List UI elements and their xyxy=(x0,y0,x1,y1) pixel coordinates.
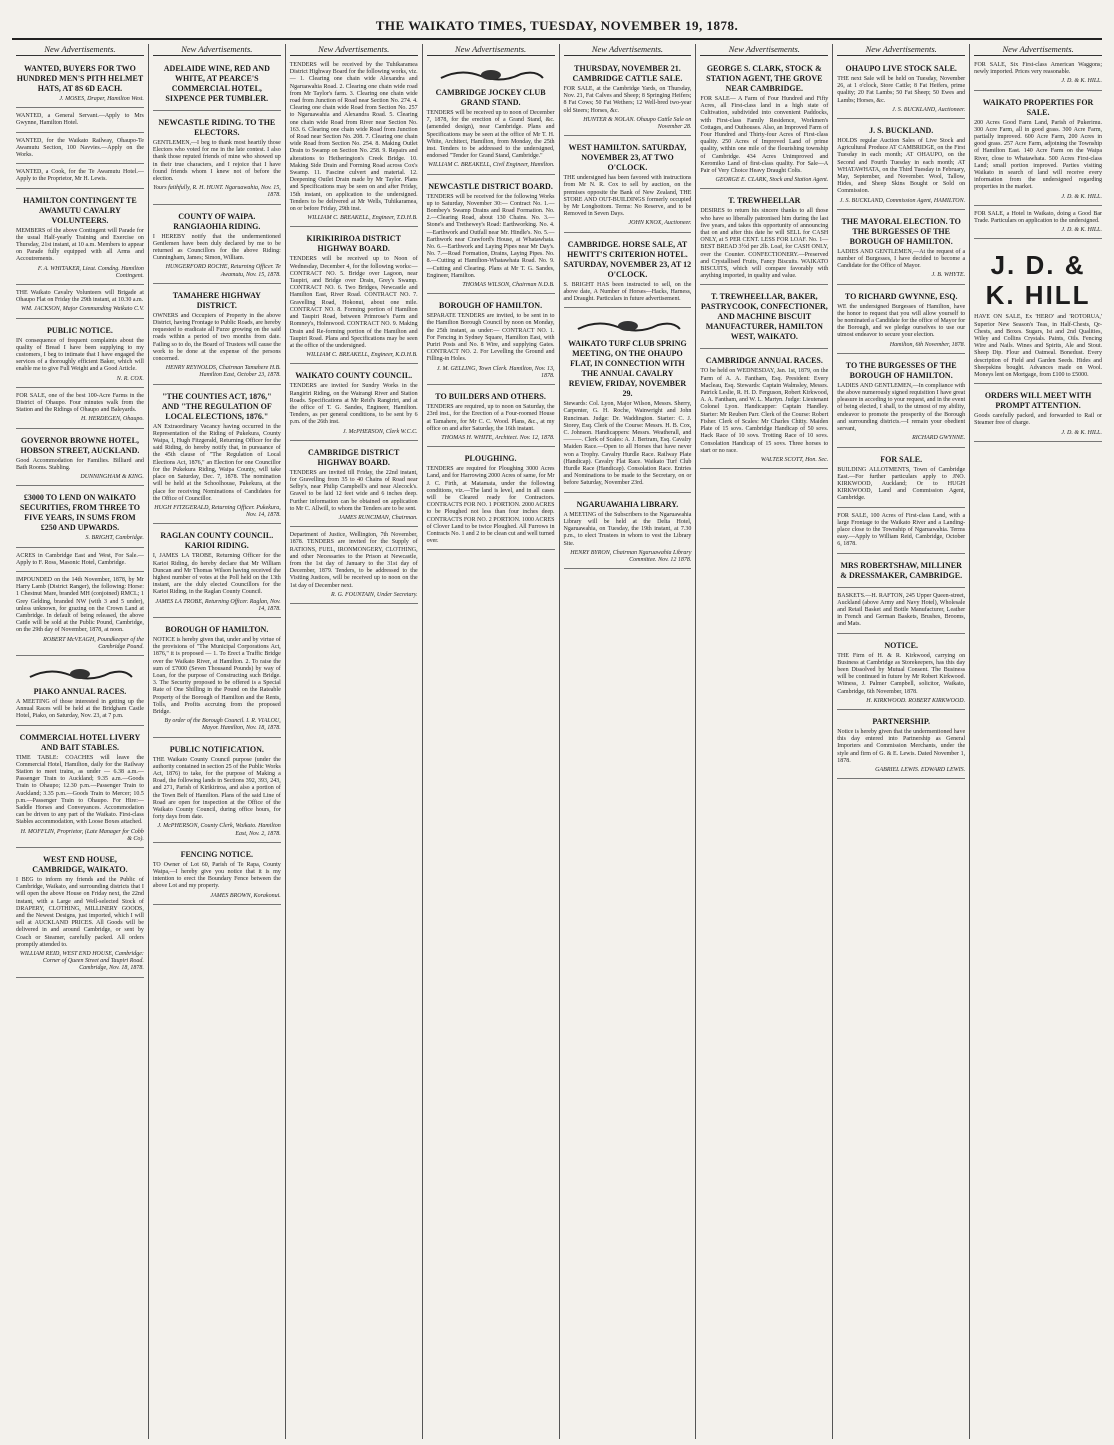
advertisement xyxy=(16,551,144,572)
ad-title: TO THE BURGESSES OF THE BOROUGH OF HAMILTON. xyxy=(845,360,957,380)
horse-illustration-icon xyxy=(564,315,692,337)
column-heading: New Advertisements. xyxy=(16,44,144,56)
ad-signature: ROBERT McVEAGH, Poundkeeper of the Cambridge Pound. xyxy=(43,636,144,650)
ad-title: PLOUGHING. xyxy=(464,454,517,464)
ad-text: HAVE ON SALE, Ex 'HERO' and 'ROTORUA,' Superior New Season's Teas, in Half-Chests, Qr-Chests, and Boxes. Sugars, Ist and 2nd Qualities, Wiley and Collins Crystals. Paints, Oils. Fencing Wire and Nails. Wines and Spirits, Ale and Stout. Sheep Dip. Flour and Oatmeal. Bonedust. Every description of Field and Garden Seeds. Hides and Sheepskins bought. Advances made on Wool. Moneys lent on Mortgage, from £100 to £5000. xyxy=(974,314,1102,379)
ad-text: FOR SALE— A Farm of Four Hundred and Fifty Acres, all First-class land in a high state of Cultivation, subdivided into convenient Paddocks, with First-class Family Residence, Workmen's Cottages, and Outhouses. Also, an Improved Farm of Four Hundred and Thirty-four Acres of First-class quality. 250 Acres of Improved Land of prime quality, within one mile of the flourishing township of Cambridge. 434 Acres Unimproved and Keromiko Land of first-class quality. For Sale—A Pair of Very Choice Heavy Draught Colts. xyxy=(700,96,829,175)
ad-title: ADELAIDE WINE, RED AND WHITE, AT PEARCE'S COMMERCIAL HOTEL, SIXPENCE PER TUMBLER. xyxy=(163,64,270,103)
advertisement xyxy=(153,741,281,843)
column-heading: New Advertisements. xyxy=(564,44,692,56)
ad-signature: R. G. FOUNTAIN, Under Secretary. xyxy=(330,591,418,598)
ad-title: THURSDAY, NOVEMBER 21. CAMBRIDGE CATTLE SALE. xyxy=(572,64,683,83)
ad-title: T. TREWHEELLAR xyxy=(728,196,801,206)
ad-signature: By order of the Borough Council. I. R. VIALOU, Mayor. Hamilton, Nov. 18, 1878. xyxy=(164,718,281,732)
ad-signature: S. BRIGHT, Cambridge. xyxy=(85,535,144,542)
advertisement xyxy=(16,391,144,429)
ad-signature: J. M. GELLING, Town Clerk. Hamilton, Nov. 13, 1878. xyxy=(436,365,555,379)
advertisement xyxy=(153,388,281,525)
ad-title: PUBLIC NOTIFICATION. xyxy=(169,744,264,754)
ad-title: WEST END HOUSE, CAMBRIDGE, WAIKATO. xyxy=(32,854,128,874)
advertisement xyxy=(16,432,144,487)
ad-title: PUBLIC NOTICE. xyxy=(47,325,113,335)
advertisement xyxy=(290,230,418,364)
ad-title: FOR SALE. xyxy=(880,454,923,464)
ad-signature: J. MOSES, Draper, Hamilton West. xyxy=(59,96,144,102)
ad-title: WAIKATO PROPERTIES FOR SALE. xyxy=(982,97,1094,117)
ad-signature: JAMES BROWN, Korakonui. xyxy=(210,892,281,899)
ad-title: CAMBRIDGE DISTRICT HIGHWAY BOARD. xyxy=(308,447,400,467)
ad-signature: J. McPHERSON, County Clerk, Waikato. Hamilton East, Nov. 2, 1878. xyxy=(157,823,281,837)
ad-text: Good Accommodation for Families. Billiard and Bath Rooms. Stabling. xyxy=(16,457,144,471)
ad-title: NEWCASTLE RIDING. TO THE ELECTORS. xyxy=(158,118,276,137)
advertisement xyxy=(837,511,965,554)
column-1 xyxy=(12,44,149,1439)
advertisement xyxy=(153,208,281,284)
advertisement xyxy=(16,60,144,108)
ad-text: TENDERS will be received for the following Works up to Saturday, November 30:— Contract No. 1.—Bombey's Swamp Drains and Road Formation. No. 2.—Clearing Road, about 130 Chains. No. 3.—Stone's and Trethewey's Road: Earthworking. No. 4.—Earthwork and Outfall near Mr. Hindle's. No. 5.—Earthwork near Crawford's House, at Whatawhata. No. 6.—Earthwork and Laying Pipes near Mr Day's. No. 7.—Road Formation, Drains, Laying Pipes. No. 8.—Cutting at Hamilton-Whatawhata Road. No. 9.—Cutting and Clearing. Plans at Mr T. G. Sandes, Engineer, Hamilton. xyxy=(426,193,555,279)
advertisement xyxy=(837,288,965,354)
advertisement xyxy=(16,489,144,547)
ad-signature: HUGH FITZGERALD, Returning Officer. Pukekura, Nov. 14, 1878. xyxy=(154,504,281,519)
advertisement xyxy=(16,167,144,188)
ad-text: TENDERS are invited for Sundry Works in the Rangiriri Riding, on the Wairangi River and Station Roads. Specifications at Mr Reid's Rangiriri, and at the office of T. G. Sandes, Engineer, Hamilton. Tenders, as per general conditions, to be sent by 6 p.m. of the 26th inst. xyxy=(289,383,418,426)
advertisement xyxy=(427,450,555,550)
ad-text: 200 Acres Good Farm Land, Parish of Pukerimu. 300 Acre Farm, all in good grass. 300 Acre Farm, partially improved. 600 Acre Farm, 200 Acres in good grass. 257 Acre Farm, adjoining the Township of Hamilton East. 140 Acre Farm on the Waipa River, close to Whatawhata. 500 Acres First-class Land; small portion improved. Parties visiting Waikato in search of land will receive every information from the undersigned regarding properties in the market. xyxy=(974,119,1102,191)
ad-text: BUILDING ALLOTMENTS, Town of Cambridge East.—For further particulars apply to JNO. KIRKWOOD, Auckland; Or to HUGH KIRKWOOD, Land and Commission Agent, Cambridge. xyxy=(837,466,966,502)
ad-signature: HENRY BYRON, Chairman Ngaruawahia Library Committee. Nov. 12 1878. xyxy=(570,549,692,563)
ad-signature: HUNGERFORD ROCHE, Returning Officer. Te Awamutu, Nov. 15, 1878. xyxy=(165,264,281,278)
ad-text: HOLDS regular Auction Sales of Live Stock and Agricultural Produce AT CAMBRIDGE, on the First Tuesday in each month; AT OHAUPO, on the Second and Fourth Tuesday in each month; AT WHATAWHATA, on the Third Tuesday in February, May, September, and November. Wool, Tallow, Hides, and Sheep Skins Bought or Sold on Commission. xyxy=(837,138,966,195)
masthead-title: THE WAIKATO TIMES, TUESDAY, NOVEMBER 19, 1878. xyxy=(375,18,739,33)
advertisement xyxy=(16,729,144,848)
ad-title: WAIKATO TURF CLUB SPRING MEETING, ON THE OHAUPO FLAT, IN CONNECTION WITH THE ANNUAL CAVALRY REVIEW, FRIDAY, NOVEMBER 29. xyxy=(568,339,687,399)
column-heading: New Advertisements. xyxy=(290,44,418,56)
advertisement xyxy=(837,60,965,119)
advertisement xyxy=(427,297,555,385)
ad-signature: GEORGE E. CLARK, Stock and Station Agent. xyxy=(715,177,829,184)
column-heading: New Advertisements. xyxy=(700,44,828,56)
ad-text: THE Waikato County Council purpose (under the authority contained in section 25 of the Public Works Act, 1876) to take, for the purpose of Making a Road, the following lands in Sections 392, 393, 243, and 271, Parish of Kirikiriroa, and also a portion of the Town Belt of Hamilton. Plans of the said Line of Road are open for inspection at the Office of the Waikato County Council, during office hours, for forty days from date. xyxy=(152,756,281,821)
ad-title: COUNTY OF WAIPA. RANGIAOHIA RIDING. xyxy=(173,211,261,231)
advertisement xyxy=(837,451,965,508)
advertisement xyxy=(153,527,281,618)
ad-signature: JAMES RUNCIMAN, Chairman. xyxy=(338,514,418,521)
horse-illustration-icon xyxy=(427,64,555,86)
ad-signature: J. D. & K. HILL. xyxy=(1061,193,1102,200)
ad-signature: WILLIAM C. BREAKELL, Civil Engineer, Hamilton. xyxy=(428,162,555,169)
advertisement xyxy=(153,621,281,738)
ad-signature: HUNTER & NOLAN. Ohaupo Cattle Sale on November 28. xyxy=(583,116,692,131)
ad-title: OHAUPO LIVE STOCK SALE. xyxy=(845,64,957,73)
advertisement xyxy=(153,114,281,205)
ad-title: COMMERCIAL HOTEL LIVERY AND BAIT STABLES. xyxy=(19,732,141,752)
ad-signature: J. D. & K. HILL. xyxy=(1061,429,1102,436)
ad-text: TO Owner of Lot 60, Parish of Te Rapa, County Waipa,—I hereby give you notice that it is my intention to erect the Boundary Fence between the above Lot and my property. xyxy=(152,861,281,890)
ad-title: NEWCASTLE DISTRICT BOARD. xyxy=(428,181,553,191)
ad-text: TENDERS are required, up to noon on Saturday, the 23rd inst., for the Erection of a Four-roomed House at Tamahere, for Mr C. C. Wood. Plans, &c., at my office on and after Saturday, the 16th instant. xyxy=(426,404,555,432)
ad-text: ACRES in Cambridge East and West, For Sale.—Apply to F. Ross, Masonic Hotel, Cambridge. xyxy=(16,552,144,566)
ad-title: GOVERNOR BROWNE HOTEL, HOBSON STREET, AUCKLAND. xyxy=(20,435,140,455)
ad-signature: H. MOFFLIN, Proprietor, (Late Manager for Cobb & Co). xyxy=(20,828,144,842)
ad-signature: H. HERDEGEN, Ohaupo. xyxy=(81,416,144,423)
ad-text: IMPOUNDED on the 14th November, 1878, by Mr Harry Lamb (District Ranger), the following: Horse: 1 Chestnut Mare, branded MH (conjoined) RMCL; 1 Grey Gelding, branded NW (with 3 and 5 under), unless unknown, for grazing on the Crown Land at Cambridge. In default of being released, the above Cattle will be sold at the Public Pound, Cambridge, on the 29th day of November, 1878, at noon. xyxy=(16,576,144,634)
ad-title: TO RICHARD GWYNNE, ESQ. xyxy=(844,291,958,301)
ad-text: IN consequence of frequent complaints about the quality of Bread I have been supplying to my customers, I beg to intimate that I have engaged the services of a thoroughly efficient Baker, which will enable me to give Full Weight and a Good Article. xyxy=(16,337,144,373)
advertisement xyxy=(16,575,144,656)
ad-signature: Yours faithfully, R. H. HUNT. Ngaruawahia, Nov. 15, 1878. xyxy=(153,185,281,199)
advertisement xyxy=(837,591,965,634)
ad-title: HAMILTON CONTINGENT TE AWAMUTU CAVALRY VOLUNTEERS. xyxy=(23,195,137,225)
advertisement xyxy=(564,236,692,309)
ad-text: I BEG to inform my friends and the Public of Cambridge, Waikato, and surrounding districts that I will open the above House on Friday next, the 22nd instant, with a Large and Well-selected Stock of DRAPERY, CLOTHING, MILLINERY GOODS, and the Newest Designs, just imported, which I will sell at AUCKLAND PRICES. All Goods will be delivered in and around Cambridge, or sent by Coach or Steamer, carefully packed. All orders promptly attended to. xyxy=(16,876,144,948)
ad-text: I HEREBY notify that the undermentioned Gentlemen have been duly declared by me to be returned as Councillors for the above Riding: Cunningham, James; Simon, William. xyxy=(152,233,281,262)
advertisement xyxy=(564,496,692,569)
ad-text: A MEETING of the Subscribers to the Ngaruawahia Library will be held at the Delta Hotel, Ngaruawahia, on Tuesday, the 19th instant, at 7.30 p.m., to elect Trustees in whom to vest the Library Site. xyxy=(563,511,692,547)
ad-title: TAMAHERE HIGHWAY DISTRICT. xyxy=(172,290,261,310)
advertisement xyxy=(290,530,418,604)
column-7 xyxy=(833,44,970,1439)
advertisement xyxy=(837,637,965,710)
ad-text: NOTICE is hereby given that, under and by virtue of the provisions of "The Municipal Corporations Act, 1876," it is proposed — 1. To Erect a Traffic Bridge over the Waikato River, at Hamilton. 2. To raise the sum of £7000 (Seven Thousand Pounds) by way of Loan, for the purpose of Constructing such Bridge. 3. The Security proposed to be offered is a Special Rate of One Shilling in the Pound on the Rateable Property of the Borough of Hamilton and the Rents, Tolls, and Profits accruing from the proposed Bridge. xyxy=(152,636,281,715)
advertisement xyxy=(290,60,418,227)
advertisement xyxy=(16,192,144,285)
column-6 xyxy=(696,44,833,1439)
ad-signature: WILLIAM C. BREAKELL, Engineer, T.D.H.B. xyxy=(307,215,418,222)
ad-title: WANTED, BUYERS FOR TWO HUNDRED MEN'S PITH HELMET HATS, AT 8S 6D EACH. xyxy=(16,64,144,93)
ad-title: MRS ROBERTSHAW, MILLINER & DRESSMAKER, CAMBRIDGE. xyxy=(840,560,963,580)
column-3 xyxy=(286,44,423,1439)
ad-text: TENDERS are invited till Friday, the 22nd instant, for Gravelling from 35 to 40 Chains of Road near Selby's, near Philip Campbell's and near Alecock's. Gravel to be laid 12 feet wide and 6 inches deep. Further information can be obtained on application to Mr C. Allwill, to whom the Tenders are to be sent. xyxy=(289,469,418,512)
advertisement xyxy=(700,60,828,189)
ad-signature: HENRY REYNOLDS, Chairman Tamahere H.B. Hamilton East, October 23, 1878. xyxy=(165,365,281,379)
ad-signature: J. S. BUCKLAND, Commission Agent, HAMILTON. xyxy=(839,197,966,204)
ad-text: I, JAMES LA TROBE, Returning Officer for the Karioi Riding, do hereby declare that Mr William Duncan and Mr Thomas Wilson having received the highest number of votes at the Poll held on the 13th instant, are the duly elected Councillors for the Karioi Riding, in the Raglan County Council. xyxy=(152,553,281,596)
ad-signature: J. S. BUCKLAND, Auctioneer. xyxy=(892,106,966,113)
ad-text: GENTLEMEN,—I beg to thank most heartily those Electors who voted for me in the late contest. I also thank those reputed friends of mine who showed up in their true characters, and I rejoice that I have found friends whom I knew not of before the election. xyxy=(152,140,281,183)
ad-text: WANTED, a General Servant.—Apply to Mrs Gwynne, Hamilton Hotel. xyxy=(16,113,144,127)
ad-signature: WALTER SCOTT, Hon. Sec. xyxy=(760,456,829,463)
advertisement xyxy=(16,111,144,132)
ad-signature: WM. JACKSON, Major Commanding Waikato C.V. xyxy=(21,306,144,313)
ad-text: Department of Justice, Wellington, 7th November, 1878. TENDERS are invited for the Supply of RATIONS, FUEL, IRONMONGERY, CLOTHING, and other Necessaries to the Prison at Newcastle, from the 1st day of January to the 31st day of December, 1879. Tenders, to be addressed to the Visiting Justices, will be received up to noon on the 1st day of December next. xyxy=(289,532,418,589)
ad-text: SEPARATE TENDERS are invited, to be sent in to the Hamilton Borough Council by noon on Monday, the 25th instant, as under:— CONTRACT NO. 1. For Fencing in Sydney Square, Hamilton East, with Puriri Posts and No. 8 Wire, and supplying Gates. CONTRACT NO. 2. For Levelling the Ground and Filling-in Holes. xyxy=(426,313,555,363)
horse-illustration-icon xyxy=(16,663,144,685)
ad-title: J. D. & K. HILL xyxy=(985,250,1091,311)
ad-text: TENDERS will be received by the Tuhikaramea District Highway Board for the following works, viz.— 1. Clearing one chain wide Alexandra and Ngaruawahia Road. 2. Clearing one chain wide road from Mr Taylor's farm. 3. Clearing one chain wide road from Junction of Road near Section No. 274. 4. Clearing one chain wide Road from Section No. 257 to Ngaruawahia and Alexandra Road. 5. Clearing one chain wide Road from River near Section No. 163. 6. Clearing one chain wide Road from Junction of Road near Section No. 208. 7. Clearing one chain wide Road from Section No. 254. 8. Making Outlet Drain to Swamp on Section No. 258. 9. Repairs and alterations to Hetherington's Creek Bridge. 10. Making Side Drain and Forming Road across Cox's Swamp. 11. Fascine culvert and material. 12. Deepening Outlet Drain made by Mr Taylor. Plans and Specifications may be seen on and after Friday, 15th instant, on application to the undersigned. Tenders to be delivered at Mr Wells, Tuhikaramea, on or before Friday, 29th inst. xyxy=(289,62,418,213)
ad-signature: THOMAS WILSON, Chairman N.D.B. xyxy=(462,282,555,289)
ad-text: Notice is hereby given that the undermentioned have this day entered into Partnership as General Importers and Commission Merchants, under the style and firm of G. & E. Lewis. Dated November 1, 1878. xyxy=(837,728,966,764)
ad-text: WE the undersigned Burgesses of Hamilton, have the honor to request that you will allow yourself to be nominated a Candidate for the office of Mayor for the Borough, and we pledge ourselves to use our utmost endeavor to secure your election. xyxy=(837,303,966,339)
advertisement xyxy=(564,311,692,492)
ad-signature: F. A. WHITAKER, Lieut. Comdng. Hamilton Contingent. xyxy=(37,265,144,279)
ad-text: THE Waikato Cavalry Volunteers will Brigade at Ohaupo Flat on Friday the 29th instant, at 10.30 a.m. xyxy=(16,290,144,304)
ad-text: A MEETING of those interested in getting up the Annual Races will be held at the Bridgham Castle Hotel, Piako, on Saturday, Nov. 23, at 7 p.m. xyxy=(16,698,144,720)
advertisement xyxy=(290,444,418,527)
advertisement xyxy=(974,94,1102,206)
masthead xyxy=(12,18,1102,40)
advertisement xyxy=(700,352,828,469)
advertisement xyxy=(290,367,418,440)
advertisement xyxy=(974,209,1102,240)
ad-text: TO be held on WEDNESDAY, Jan. 1st, 1879, on the Farm of A. A. Fantham, Esq. President: Every Macleau, Esq. Stewards: Captain Walmsley, Messrs. Patrick Leslie, R. H. D. Ferguson, Robert Kirkwood, A. A. Fantham, and W. L. Martyn. Judge: Lieutenant Colonel Lyon. Handicapper: Captain Handley. Starter: Mr Reuben Parr. Clerk of the Course: Robert Fisher. Clerk of Scales: Mr Charles Chitty. Maiden Plate of 15 sovs. Cambridge Handicap of 50 sovs. Hack Race of 10 sovs. Trotting Race of 10 sovs. Consolation Handicap of 15 sovs. Three horses to start or no race. xyxy=(700,368,829,454)
advertisement xyxy=(837,357,965,448)
ad-text: FOR SALE, a Hotel in Waikato, doing a Good Bar Trade. Particulars on application to the undersigned. xyxy=(974,210,1102,225)
ad-text: MEMBERS of the above Contingent will Parade for the usual Half-yearly Training and Exercise on Thursday, 21st instant, at 10 a.m. Members to appear on Parade fully equipped with all Arms and Accoutrements. xyxy=(16,227,144,263)
advertisement xyxy=(564,139,692,232)
ad-signature: Hamilton, 6th November, 1878. xyxy=(889,341,966,348)
ad-title: ORDERS WILL MEET WITH PROMPT ATTENTION. xyxy=(984,391,1092,411)
advertisement xyxy=(564,60,692,136)
advertisement xyxy=(974,60,1102,91)
ad-title: CAMBRIDGE. HORSE SALE, AT HEWITT'S CRITERION HOTEL. SATURDAY, NOVEMBER 23, AT 12 O'CLOCK. xyxy=(563,239,692,279)
advertisement xyxy=(837,713,965,779)
ad-signature: RICHARD GWYNNE. xyxy=(912,435,966,442)
ad-signature: GABRIEL LEWIS. EDWARD LEWIS. xyxy=(875,766,966,773)
ad-signature: DUNNINGHAM & KING. xyxy=(80,474,144,481)
ad-text: LADIES AND GENTLEMEN,—At the request of a number of Burgesses, I have decided to become a Candidate for the Office of Mayor. xyxy=(837,248,966,270)
columns xyxy=(12,44,1106,1439)
column-heading: New Advertisements. xyxy=(427,44,555,56)
ad-text: LADIES AND GENTLEMEN,—In compliance with the above numerously signed requisition I have great pleasure in acceding to your request, and in the event of being elected, I shall, to the utmost of my ability, endeavor to promote the prosperity of the Borough and surrounding districts.—I remain your obedient servant, xyxy=(837,382,966,433)
column-heading: New Advertisements. xyxy=(837,44,965,56)
ad-text: WANTED, for the Waikato Railway, Ohaupo-Te Awamutu Section, 100 Navvies.—Apply on the Works. xyxy=(16,137,144,159)
ad-text: DESIRES to return his sincere thanks to all those who have so liberally patronised him during the last five years, and takes this opportunity of announcing that on and after this date he will SELL for CASH ONLY, at 5 PER CENT. LESS FOR LOAF. No. 1—BEST BREAD 3½d per 2lb. Loaf, for CASH ONLY, over the Counter. CONFECTIONERY.—Preserved and Crystallised Fruits, Fancy Biscuits. WAIKATO BISCUITS, which will compare favorably with anything imported, in quality and value. xyxy=(700,208,829,280)
ad-text: Stewards: Col. Lyon, Major Wilson, Messrs. Sherry, Carpenter, G. H. Roche, Wainwright and John Runciman. Judge: Dr. Waddington. Starter: C. J. Storey, Esq. Clerk of the Course: Messrs. H. B. Cox, C. Johnson. Handicappers: Messrs. Weatherall, and ———. Clerk of Scales: A. J. Bertram, Esq. Cavalry Maiden Race.—Open to all Horses that have never won a Trophy. Cavalry Hurdle Race. Railway Plate (Handicap). Cavalry Flat Race. Waikato Turf Club Hurdle Race (Handicap). Consolation Race. Entries and Nominations to be made to the Secretary, on or before Saturday, November 23rd. xyxy=(563,401,692,487)
ad-text: TENDERS will be received up to Noon of Wednesday, December 4, for the following works:— CONTRACT NO. 5. Bridge over Lagoon, near Taupiri, and Bridge over Drain, Grey's Swamp. CONTRACT NO. 6. Two Bridges, Newcastle and Hamilton East, River Road. CONTRACT NO. 7. Gravelling Road, Hokonui, about one mile. CONTRACT NO. 8. Forming portion of Hamilton and Taupiri Road, between Primrose's Farm and Romney's, Holmwood. CONTRACT NO. 9. Making Drain and Re-forming portion of the Hamilton and Taupiri Road. Plans and Specifications may be seen at the office of the undersigned. xyxy=(289,256,418,349)
ad-title: TO BUILDERS AND OTHERS. xyxy=(435,392,546,402)
ad-title: "THE COUNTIES ACT, 1876," AND "THE REGULATION OF LOCAL ELECTIONS, 1876." xyxy=(161,391,272,421)
ad-title: PARTNERSHIP. xyxy=(872,716,931,726)
ad-title: FENCING NOTICE. xyxy=(180,849,254,859)
advertisement xyxy=(700,192,828,285)
ad-signature: J. McPHERSON, Clerk W.C.C. xyxy=(342,428,418,435)
ad-title: T. TREWHEELLAR, BAKER, PASTRYCOOK, CONFECTIONER, AND MACHINE BISCUIT MANUFACTURER, HAMILTON WEST, WAIKATO. xyxy=(700,292,828,342)
ad-signature: THOMAS H. WHITE, Architect. Nov. 12, 1878. xyxy=(441,434,555,441)
column-4 xyxy=(423,44,560,1439)
column-5 xyxy=(560,44,697,1439)
advertisement xyxy=(427,60,555,175)
ad-title: PIAKO ANNUAL RACES. xyxy=(33,686,127,696)
advertisement xyxy=(974,242,1102,384)
column-heading: New Advertisements. xyxy=(153,44,281,56)
ad-text: THE undersigned has been favored with instructions from Mr N. R. Cox to sell by auction, on the premises opposite the Bank of New Zealand, THE STORE AND OUT-BUILDINGS formerly occupied by Mr Longbottom. Terms: No Reserve, and to be Removed in Seven Days. xyxy=(563,175,692,218)
ad-text: FOR SALE, 100 Acres of First-class Land, with a large Frontage to the Waikato River and a Landing-place close to the Township of Ngaruawahia. Terms easy.—Apply to William Reid, Cambridge, October 6, 1878. xyxy=(837,512,966,548)
ad-text: THE next Sale will be held on Tuesday, November 26, at 1 o'clock, Store Cattle; 8 Fat Heifers, prime quality; 20 Fat Lambs; 50 Fat Sheep; 50 Ewes and Lambs; Horses, &c. xyxy=(837,76,966,104)
advertisement xyxy=(153,60,281,111)
advertisement xyxy=(427,178,555,295)
ad-title: J. S. BUCKLAND. xyxy=(869,126,934,136)
ad-title: £3000 TO LEND ON WAIKATO SECURITIES, FROM THREE TO FIVE YEARS, IN SUMS FROM £250 AND UPWARDS. xyxy=(19,493,140,533)
column-2 xyxy=(149,44,286,1439)
ad-title: THE MAYORAL ELECTION. TO THE BURGESSES OF THE BOROUGH OF HAMILTON. xyxy=(841,216,961,246)
advertisement xyxy=(16,136,144,165)
advertisement xyxy=(16,659,144,726)
ad-text: AN Extraordinary Vacancy having occurred in the Representation of the Riding of Pukekura, County Waipa, I, Hugh Fitzgerald, Returning Officer for the said Riding, do hereby notify that, in pursuance of the 45th clause of "The Regulation of Local Elections Act, 1876," an Election for one Councillor for the Pukekura Riding, Waipa County, will take place on Saturday, Dec. 7, 1878. The nomination will be held at the Schoolhouse, Pukekura, at the place for receiving Nominations of Candidates for the Office of Councillor. xyxy=(152,423,281,502)
ad-text: WANTED, a Cook, for the Te Awamutu Hotel.—Apply to the Proprietor, Mr H. Lewis. xyxy=(16,169,144,183)
advertisement xyxy=(837,213,965,285)
ad-text: S. BRIGHT HAS been instructed to sell, on the above date, A Number of Horses—Hacks, Harness, and Draught. Particulars in future advertisement. xyxy=(563,281,692,303)
ad-text: FOR SALE, Six First-class American Waggons; newly imported. Prices very reasonable. xyxy=(974,62,1102,76)
ad-signature: WILLIAM REID, WEST END HOUSE, Cambridge: Corner of Queen Street and Taupiri Road. Cambridge, Nov. 18, 1878. xyxy=(19,951,144,972)
ad-text: THE Firm of H. & R. Kirkwood, carrying on Business at Cambridge as Storekeepers, has this day been Dissolved by Mutual Consent. The Business will be continued in future by Mr Robert Kirkwood. Witness, J. Palmer Campbell, solicitor, Waikato, Cambridge, 6th November, 1878. xyxy=(837,652,966,695)
ad-text: OWNERS and Occupiers of Property in the above District, having Frontage to Public Roads, are hereby requested to eradicate all Furze growing on the said roads within a period of two months from date. Failing so to do, the Board of Trustees will cause the work to be done at the expense of the persons concerned. xyxy=(152,312,281,363)
ad-signature: JOHN KNOX, Auctioneer. xyxy=(628,220,692,227)
ad-signature: N. R. COX. xyxy=(116,375,144,382)
advertisement xyxy=(16,322,144,388)
ad-text: TENDERS will be received up to noon of December 7, 1878, for the erection of a Grand Stand, &c. (amended design), near Cambridge. Plans and Specifications may be seen at the office of Mr T. H. White, Architect, Hamilton, from Monday, the 25th inst. Tenders to be addressed to the undersigned, endorsed "Tender for Grand Stand, Cambridge." xyxy=(426,110,555,160)
ad-title: NOTICE. xyxy=(884,640,918,650)
ad-text: Goods carefully packed, and forwarded to Rail or Steamer free of charge. xyxy=(974,413,1102,427)
ad-title: WAIKATO COUNTY COUNCIL. xyxy=(295,371,413,381)
advertisement xyxy=(153,287,281,385)
ad-signature: J. B. WHYTE. xyxy=(931,272,966,279)
ad-text: FOR SALE, at the Cambridge Yards, on Thursday, Nov. 21, Fat Calves and Sheep; 8 Springing Heifers; 8 Fat Cows; 50 Fat Wethers; 12 Well-bred two-year old Steers; Horses, &c. xyxy=(563,86,692,114)
advertisement xyxy=(700,288,828,349)
ad-title: CAMBRIDGE JOCKEY CLUB GRAND STAND. xyxy=(435,88,546,107)
ad-signature: J. D. & K. HILL. xyxy=(1061,227,1102,234)
ad-title: KIRIKIRIROA DISTRICT HIGHWAY BOARD. xyxy=(306,234,401,254)
ad-title: BOROUGH OF HAMILTON. xyxy=(165,624,269,634)
ad-title: RAGLAN COUNTY COUNCIL. KARIOI RIDING. xyxy=(160,531,274,551)
ad-title: NGARUAWAHIA LIBRARY. xyxy=(576,499,679,509)
ad-text: FOR SALE, one of the best 100-Acre Farms in the District of Ohaupo. Four minutes walk from the Station and the Ridings of Ohaupo and Baleyards. xyxy=(16,392,144,414)
ad-text: BASKETS.—H. RAFTON, 245 Upper Queen-street, Auckland (above Army and Navy Hotel), Wholesale and Retail Basket and Bottle Manufacturer, Leather in French and German Baskets, Brushes, Brooms, and Mats. xyxy=(837,592,966,628)
advertisement xyxy=(427,388,555,447)
advertisement xyxy=(837,557,965,588)
ad-title: CAMBRIDGE ANNUAL RACES. xyxy=(705,356,823,366)
ad-signature: H. KIRKWOOD. ROBERT KIRKWOOD. xyxy=(866,697,966,704)
ad-title: GEORGE S. CLARK, STOCK & STATION AGENT, THE GROVE NEAR CAMBRIDGE. xyxy=(706,64,823,93)
ad-signature: JAMES LA TROBE, Returning Officer. Raglan, Nov. 14, 1878. xyxy=(155,598,281,612)
advertisement xyxy=(974,387,1102,442)
column-8 xyxy=(970,44,1106,1439)
advertisement xyxy=(153,846,281,905)
ad-title: BOROUGH OF HAMILTON. xyxy=(439,301,543,311)
ad-text: TENDERS are required for Ploughing 3000 Acres Land, and for Harrowing 2000 Acres of same, for Mr J. C. Firth, at Matamata, under the following conditions, viz.—The land is level, and in all cases will be Cleared ready for Contractors. CONTRACTS FOR NO. 1 PORTION. 2000 ACRES to be Ploughed not less than four inches deep. CONTRACTS FOR NO. 2 PORTION. 1000 ACRES of Clover Land to be twice Ploughed. All Furrows in Contracts No. 1 and 2 to be clean cut and well turned over. xyxy=(426,466,555,545)
ad-title: WEST HAMILTON. SATURDAY, NOVEMBER 23, AT TWO O'CLOCK. xyxy=(568,143,687,173)
ad-signature: J. D. & K. HILL. xyxy=(1061,78,1102,85)
ad-text: TIME TABLE: COACHES will leave the Commercial Hotel, Hamilton, daily for the Railway Station to meet trains, as under — 6.38 a.m.—Passenger Train to Auckland; 9.35 a.m.—Goods Train to Ohaupo; 12.30 p.m.—Passenger Train to Auckland; 3.35 p.m.—Goods Train to Mercer; 10.5 p.m.—Passenger Train to Ohaupo. For Hire:—Saddle Horses and Conveyances. Accommodation can be driven to any part of the Waikato. First-class Stables accommodation, with Loose Boxes attached. xyxy=(16,754,144,826)
ad-signature: WILLIAM C. BREAKELL, Engineer, K.D.H.B. xyxy=(306,352,418,359)
advertisement xyxy=(16,288,144,319)
column-heading: New Advertisements. xyxy=(974,44,1102,56)
advertisement xyxy=(837,122,965,210)
advertisement xyxy=(16,851,144,978)
